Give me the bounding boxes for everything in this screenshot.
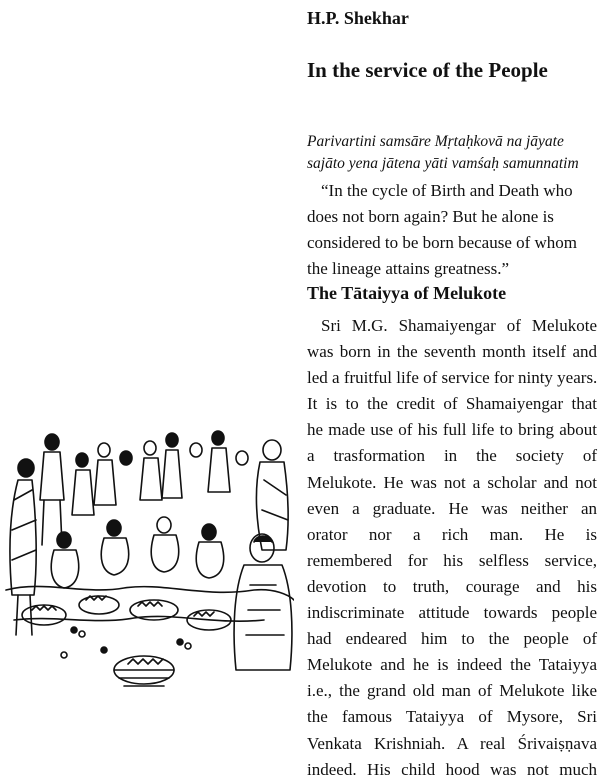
- translation-line: considered to be born because of whom: [307, 233, 578, 252]
- verse-line: Parivartini samsāre Mṛtaḥkovā na jāyate: [307, 133, 564, 150]
- article-title: In the service of the People: [307, 58, 548, 82]
- translation-line: “In the cycle of Birth and Death who: [321, 181, 573, 200]
- body-line: led a fruitful life of service for ninty years.: [307, 368, 598, 388]
- body-line: indeed. His child hood was not much: [307, 759, 597, 779]
- market-crowd-illustration: [4, 420, 294, 705]
- body-line: remembered for his selfless service,: [307, 550, 597, 570]
- body-line: Melukote. He was not a scholar and not: [307, 472, 597, 492]
- body-line: had endeared him to the people of: [307, 629, 597, 649]
- section-heading: The Tātaiyya of Melukote: [307, 283, 507, 303]
- verse-translation: [307, 178, 577, 282]
- market-crowd-sketch-icon: [4, 420, 294, 705]
- author-name: H.P. Shekhar: [307, 8, 409, 28]
- body-line: Venkata Krishniah. A real Śrivaiṣṇava: [307, 733, 597, 753]
- body-line: Melukote and he is indeed the Tataiyya: [307, 655, 597, 675]
- body-line: i.e., the grand old man of Melukote like: [307, 681, 597, 701]
- body-line: It is to the credit of Shamaiyengar that: [307, 394, 597, 414]
- body-paragraph: [307, 313, 597, 783]
- body-line: the famous Tataiyya of Mysore, Sri: [307, 707, 597, 727]
- body-line: he made use of his full life to bring about: [307, 420, 597, 440]
- body-line: devotion to truth, courage and his: [307, 576, 597, 596]
- translation-line: does not born again? But he alone is: [307, 207, 554, 226]
- translation-line: the lineage attains greatness.”: [307, 259, 510, 278]
- body-line: Sri M.G. Shamaiyengar of Melukote: [321, 316, 597, 335]
- body-line: was born in the seventh month itself and: [307, 342, 597, 362]
- body-line: orator nor a rich man. He is: [307, 524, 597, 544]
- verse-line: sajāto yena jātena yāti vamśaḥ samunnatim: [307, 155, 579, 172]
- body-line: indiscriminate attitude towards people: [307, 603, 597, 623]
- body-line: a trasformation in the society of: [307, 446, 597, 466]
- body-line: even a graduate. He was neither an: [307, 498, 597, 518]
- sanskrit-verse: [307, 131, 579, 175]
